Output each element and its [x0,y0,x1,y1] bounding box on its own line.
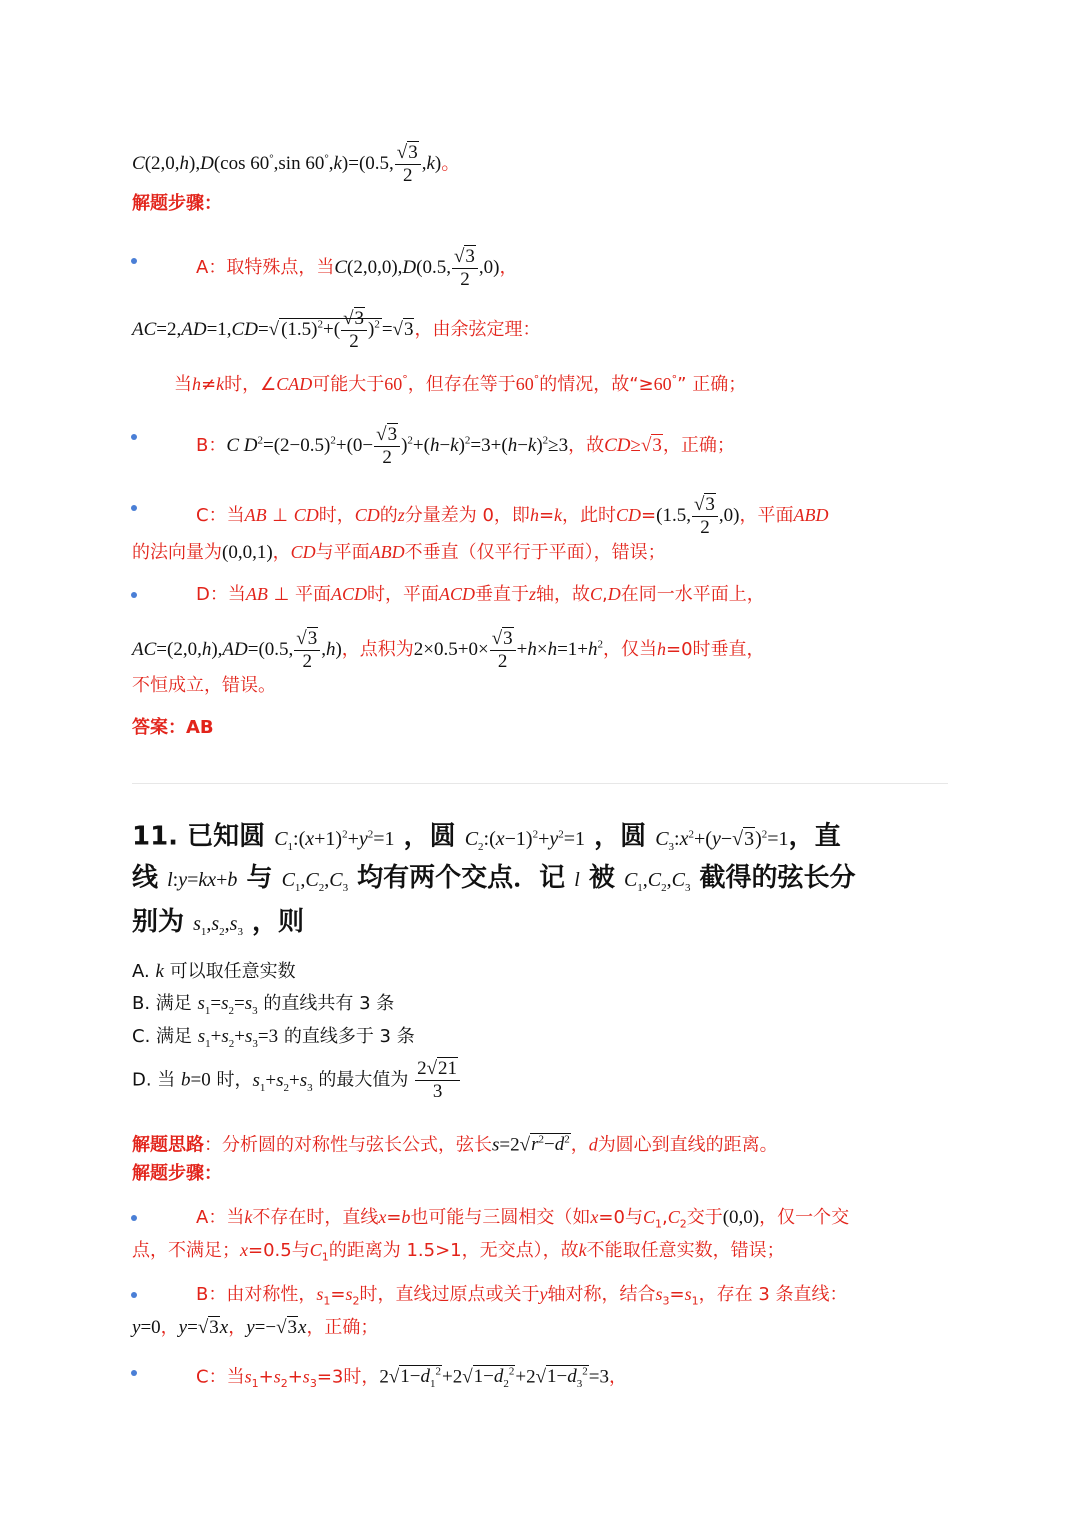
option-c[interactable]: C. 满足 $s_1+s_2+s_3=3$ 的直线多于 3 条 [132,1026,415,1050]
option-d[interactable]: D. 当 b=0 时，$s_1+s_2+s_3$ 的最大值为 $\frac{2√21}{3}$ [132,1058,461,1103]
step-a-line1: A：取特殊点，当C(2,0,0),D(0.5, $\frac{√3}{2}$ ,0)， [196,246,518,290]
step-a-tail: ，由余弦定理： [414,318,541,340]
step-d-line3: 不恒成立，错误。 [132,675,276,696]
bullet-2c [131,1370,137,1376]
option-a[interactable]: A. k 可以取任意实数 [132,961,296,982]
steps-label-2: 解题步骤： [132,1163,222,1184]
step-c-line2: 的法向量为(0,0,1)，CD与平面ABD不垂直（仅平行于平面），错误； [132,542,666,563]
q11-text: 线 [132,863,159,893]
step2-a-line1: A：当k不存在时，直线x=b也可能与三圆相交（如x=0与$C_1,C_2$交于(0,0)，仅一个交 [196,1207,850,1231]
q11-text: 与 [246,863,273,893]
bullet-2a [131,1215,137,1221]
bullet-2b [131,1292,137,1298]
q11-number: 11. [132,821,179,852]
step2-a-line2: 点，不满足；x=0.5与$C_1$的距离为 1.5>1，无交点），故k不能取任意实数，错误； [132,1240,785,1264]
bullet-a [131,258,137,264]
q11-text: ，圆 [594,821,647,852]
option-b[interactable]: B. 满足 $s_1=s_2=s_3$ 的直线共有 3 条 [132,993,395,1017]
q11-text: 别为 [132,907,185,937]
top-formula-line: C(2,0,h),D(cos 60°,sin 60°,k)=(0.5, $\frac{√3}{2}$ ,k)。 [132,142,461,186]
step2-b-line1: B：由对称性，$s_1=s_2$时，直线过原点或关于y轴对称，结合$s_3=s_1$，存在 3 条直线： [196,1284,848,1308]
step-c-line1: C：当AB ⊥ CD时，CD的z分量差为 0，即h=k，此时CD=(1.5, $\frac{√3}{2}$ ,0)，平面ABD [196,494,829,538]
q11-text: ，则 [252,907,305,937]
idea-line: 解题思路：分析圆的对称性与弦长公式，弦长$s=2√r^2-d^2$，d为圆心到直线的距离。 [132,1134,778,1156]
q11-text: 已知圆 [187,821,266,852]
fraction-sqrt3-over-2: $\frac{√3}{2}$ [452,246,478,291]
q11-line2: 线 l:y=kx+b 与 $C_1,C_2,C_3$ 均有两个交点．记 l 被 $C_1,C_2,C_3$ 截得的弦长分 [132,863,856,894]
q11-text: 截得的弦长分 [699,863,856,893]
fraction-2sqrt21-over-3: $\frac{2√21}{3}$ [415,1058,460,1103]
bullet-b [131,434,137,440]
step-a-line3: 当h≠k时，∠CAD可能大于60°，但存在等于60°的情况，故“≥60°” 正确； [174,373,747,395]
q11-line1: 11. 已知圆 $C_1:(x+1)^2+y^2=1$ ，圆 $C_2:(x-1)^2+y^2=1$ ，圆 $C_3:x^2+(y-√3)^2=1$，直 [132,821,841,853]
step-d-line1: D：当AB ⊥ 平面ACD时，平面ACD垂直于z轴，故C,D在同一水平面上， [196,584,765,605]
q11-line3: 别为 $s_1,s_2,s_3$ ，则 [132,907,305,938]
step2-b-line2: y=0，y=√3x，y=−√3x，正确； [132,1317,379,1338]
bullet-c [131,505,137,511]
section-divider [132,783,948,784]
bullet-d [131,592,137,598]
step-a-line2: AC=2,AD=1,CD=√ $(1.5)^2+$( $\frac{√3}{2}$ )$^2$ =√3，由余弦定理： [132,308,541,352]
step-d-line2: AC=(2,0,h),AD=(0.5, $\frac{√3}{2}$ ,h)，点积为2×0.5+0× $\frac{√3}{2}$ $+h\times h=1+h^2$，仅当h=0时垂直， [132,628,765,672]
q11-text: ，圆 [403,821,456,852]
fraction-sqrt3-over-2: $\frac{√3}{2}$ [395,142,421,187]
q11-text: 均有两个交点．记 [357,863,566,893]
step-b: B：C $D^2=(2-0.5)^2+(0-$ $\frac{√3}{2}$ )$^2+(h-k)^2=3+(h-k)^2\ge 3$，故CD≥√3，正确； [196,424,735,468]
step2-c-line1: C：当$s_1+s_2+s_3=3$时，$2√1-d_1^2+2√1-d_2^2+2√1-d_3^2=3$， [196,1366,627,1391]
q11-text: 被 [588,863,615,893]
step-a-lead: A：取特殊点，当 [196,256,335,278]
answer-1: 答案：AB [132,717,214,738]
steps-label-1: 解题步骤： [132,193,222,214]
q11-text: ，直 [788,821,841,852]
